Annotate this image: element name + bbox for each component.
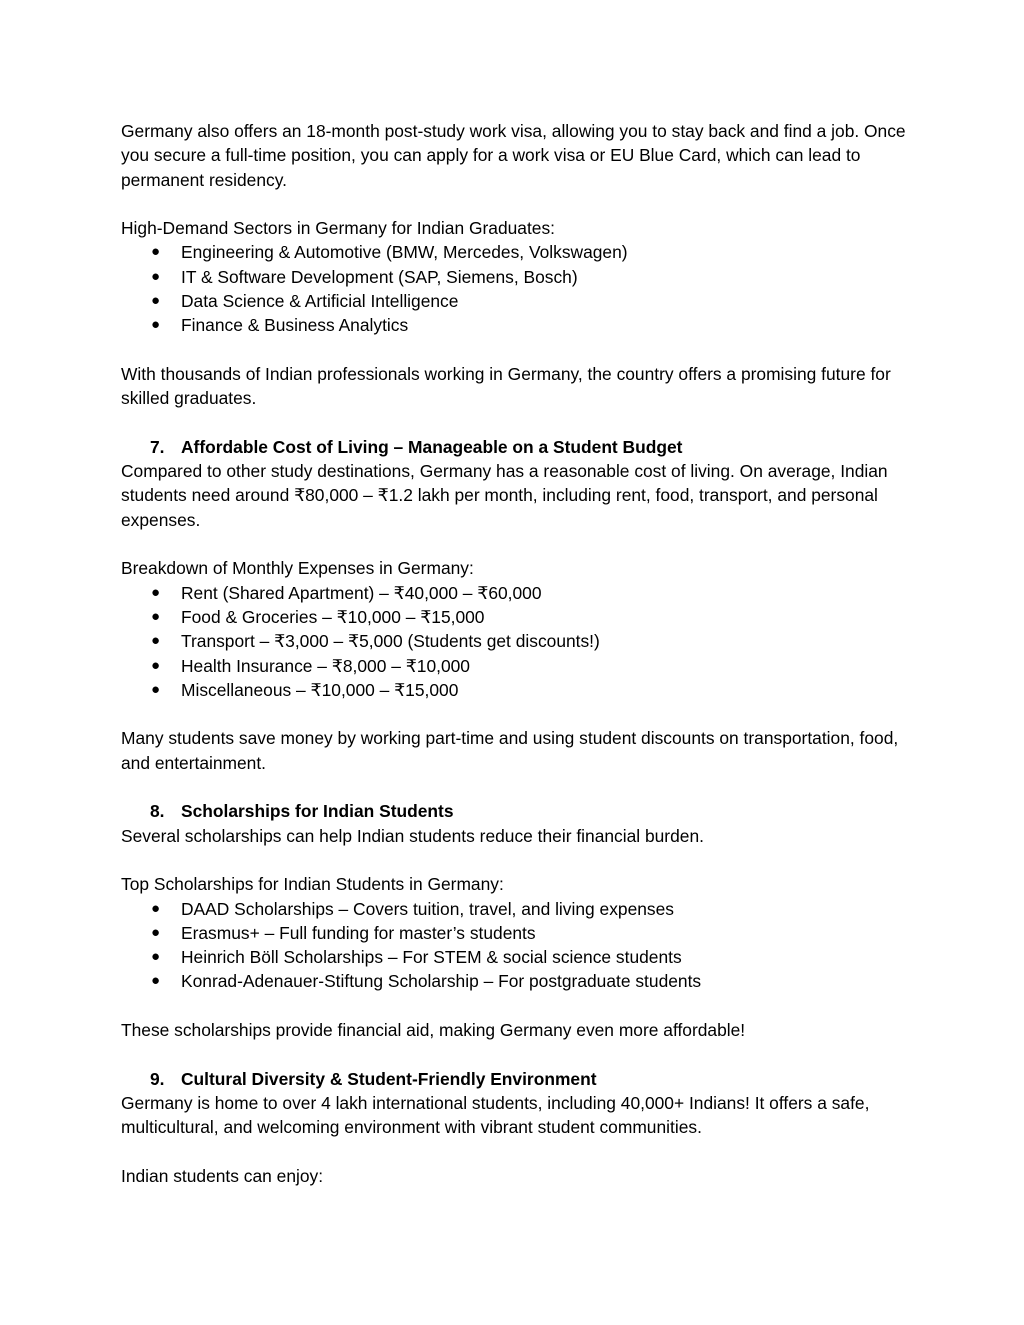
section-8-body: Several scholarships can help Indian students reduce their financial burden. [121, 825, 704, 846]
bullet-icon: ● [151, 948, 161, 966]
sectors-heading: High-Demand Sectors in Germany for Indian Graduates: [121, 218, 556, 239]
sectors-list [121, 240, 911, 337]
bullet-icon: ● [151, 680, 161, 698]
section-title: Affordable Cost of Living – Manageable on a Student Budget [181, 436, 683, 457]
expenses-list [121, 581, 911, 702]
section-number: 8. [150, 801, 165, 822]
list-item: ● IT & Software Development (SAP, Siemens, Bosch) [121, 265, 911, 289]
bullet-icon: ● [151, 607, 161, 625]
list-item: ● Transport – ₹3,000 – ₹5,000 (Students get discounts!) [121, 629, 911, 653]
intro-paragraph: Germany also offers an 18-month post-study work visa, allowing you to stay back and find a job. Once you secure a full-time position, you can apply for a work visa or EU Blue Card, which can lead to permanent residency. [121, 121, 906, 190]
scholarships-list [121, 897, 911, 994]
bullet-icon: ● [151, 316, 161, 334]
section-number: 9. [150, 1068, 165, 1089]
list-item: ● Rent (Shared Apartment) – ₹40,000 – ₹60,000 [121, 581, 911, 605]
scholarships-heading: Top Scholarships for Indian Students in Germany: [121, 874, 504, 895]
list-item: ● Engineering & Automotive (BMW, Mercedes, Volkswagen) [121, 240, 911, 264]
document-page [121, 119, 911, 1188]
list-item: ● Miscellaneous – ₹10,000 – ₹15,000 [121, 678, 911, 702]
list-item: ● Data Science & Artificial Intelligence [121, 289, 911, 313]
section-8-heading [121, 799, 911, 823]
section-7-body: Compared to other study destinations, Germany has a reasonable cost of living. On average, Indian students need around ₹80,000 – ₹1.2 lakh per month, including rent, food, transport, and personal expenses. [121, 461, 888, 530]
bullet-icon: ● [151, 267, 161, 285]
section-number: 7. [150, 436, 165, 457]
enjoy-heading: Indian students can enjoy: [121, 1165, 324, 1186]
bullet-icon: ● [151, 899, 161, 917]
list-item: ● Finance & Business Analytics [121, 313, 911, 337]
bullet-icon: ● [151, 583, 161, 601]
list-item: ● Food & Groceries – ₹10,000 – ₹15,000 [121, 605, 911, 629]
sectors-closing: With thousands of Indian professionals working in Germany, the country offers a promising future for skilled graduates. [121, 363, 891, 409]
bullet-icon: ● [151, 972, 161, 990]
list-item: ● Erasmus+ – Full funding for master’s students [121, 921, 911, 945]
bullet-icon: ● [151, 656, 161, 674]
section-7-closing: Many students save money by working part-time and using student discounts on transportation, food, and entertainment. [121, 728, 899, 773]
expenses-heading: Breakdown of Monthly Expenses in Germany: [121, 558, 474, 579]
bullet-icon: ● [151, 923, 161, 941]
section-7-heading [121, 435, 911, 459]
section-title: Scholarships for Indian Students [181, 801, 454, 822]
section-9-body: Germany is home to over 4 lakh international students, including 40,000+ Indians! It offers a safe, multicultural, and welcoming environment with vibrant student communities. [121, 1092, 870, 1138]
section-8-closing: These scholarships provide financial aid, making Germany even more affordable! [121, 1019, 746, 1040]
section-title: Cultural Diversity & Student-Friendly Environment [181, 1068, 597, 1089]
bullet-icon: ● [151, 243, 161, 261]
list-item: ● Health Insurance – ₹8,000 – ₹10,000 [121, 654, 911, 678]
list-item: ● Konrad-Adenauer-Stiftung Scholarship – For postgraduate students [121, 969, 911, 993]
bullet-icon: ● [151, 292, 161, 310]
list-item: ● Heinrich Böll Scholarships – For STEM & social science students [121, 945, 911, 969]
section-9-heading [121, 1067, 911, 1091]
bullet-icon: ● [151, 632, 161, 650]
list-item: ● DAAD Scholarships – Covers tuition, travel, and living expenses [121, 897, 911, 921]
